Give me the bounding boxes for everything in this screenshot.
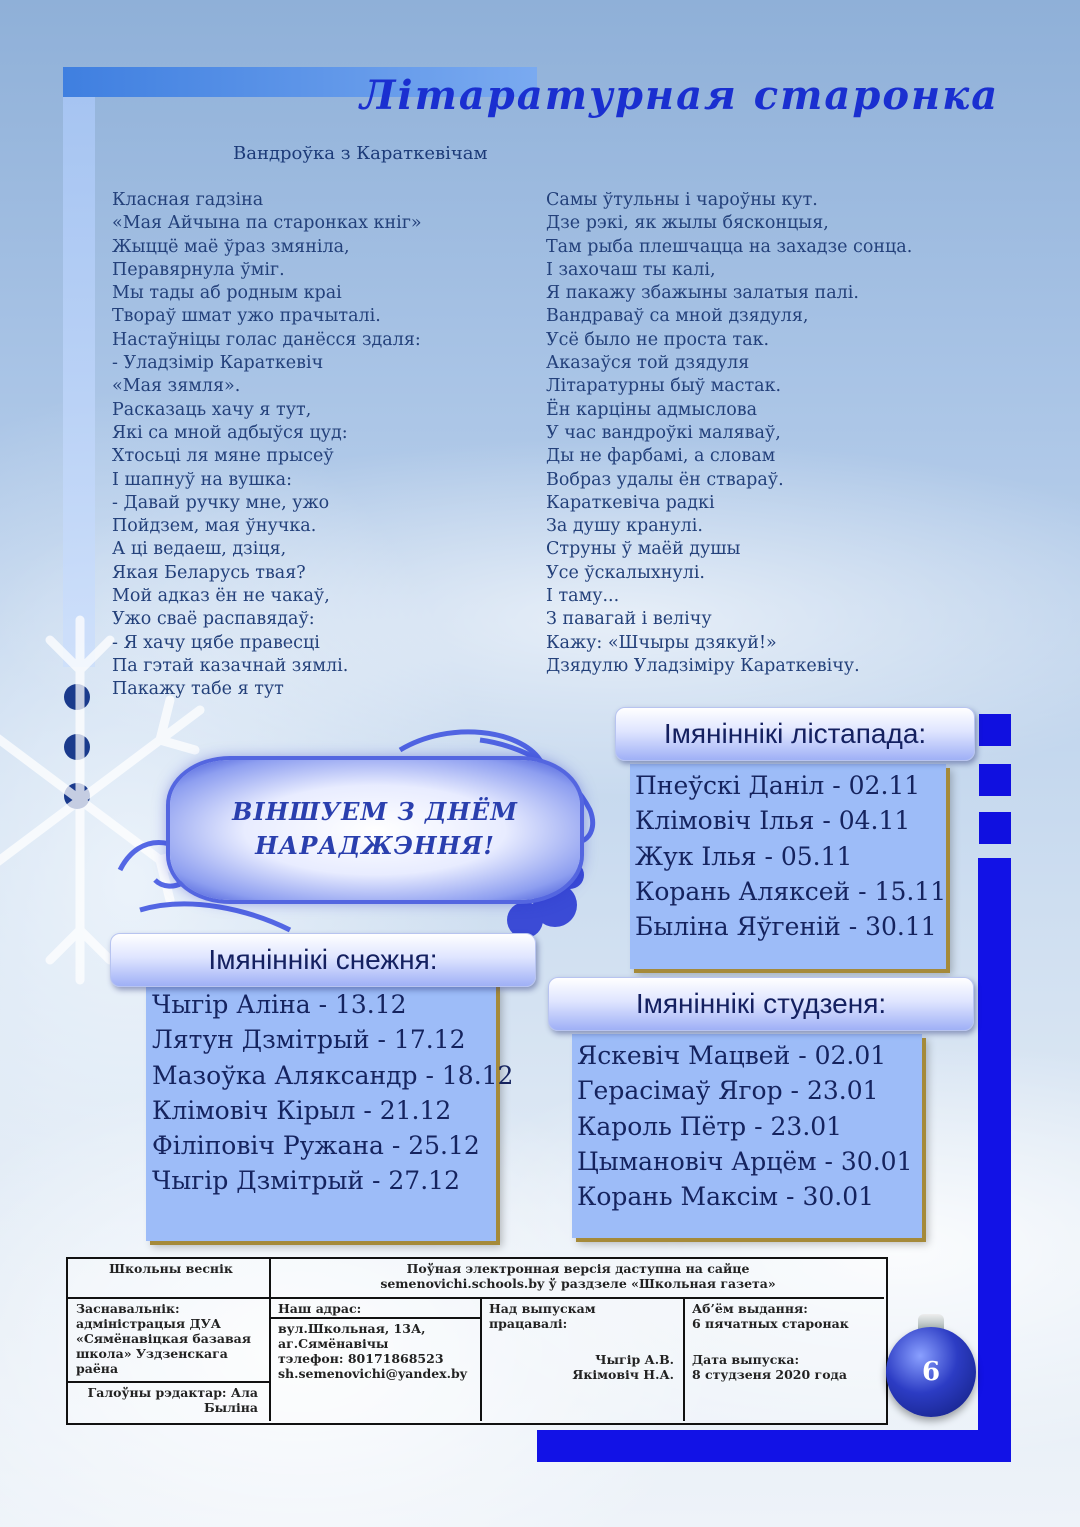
poem-line: У час вандроўкі маляваў, <box>546 422 781 443</box>
list-item: Корань Аляксей - 15.11 <box>635 876 947 906</box>
list-item: Корань Максім - 30.01 <box>577 1182 875 1212</box>
volume-cell <box>692 1301 882 1331</box>
poem-line: Настаўніцы голас данёсся здаля: <box>112 329 421 350</box>
decor-square <box>979 812 1011 844</box>
january-birthdays-list <box>572 1034 922 1238</box>
greeting-text <box>170 795 580 863</box>
poem-line: Расказаць хачу я тут, <box>112 399 312 420</box>
poem-line: Караткевіча радкі <box>546 492 715 513</box>
list-item: Клімовіч Ілья - 04.11 <box>635 806 911 836</box>
list-item: Герасімаў Ягор - 23.01 <box>577 1076 879 1106</box>
list-item: Лятун Дзмітрый - 17.12 <box>152 1025 466 1055</box>
poem-line: Кажу: «Шчыры дзякуй!» <box>546 632 777 653</box>
poem-line: Вандраваў са мной дзядуля, <box>546 306 809 327</box>
list-item: Кароль Пётр - 23.01 <box>577 1111 843 1141</box>
poem-line: Усё было не проста так. <box>546 329 770 350</box>
poem-line: Ужо сваё распавядаў: <box>112 609 315 630</box>
list-item: Быліна Яўгеній - 30.11 <box>635 912 937 942</box>
list-item: Цымановіч Арцём - 30.01 <box>577 1146 913 1176</box>
greeting-banner <box>100 720 610 950</box>
greeting-line: НАРАДЖЭННЯ! <box>255 831 495 860</box>
poem-line: Па гэтай казачнай зямлі. <box>112 655 349 676</box>
poem-line: «Мая зямля». <box>112 376 241 397</box>
list-item: Мазоўка Аляксандр - 18.12 <box>152 1060 514 1090</box>
poem-line: - Уладзімір Караткевіч <box>112 353 324 374</box>
poem-line: Я пакажу збажыны залатыя палі. <box>546 283 859 304</box>
poem-line: Літаратурны быў мастак. <box>546 376 782 397</box>
poem-line: Пакажу табе я тут <box>112 679 284 700</box>
staff-label: Над выпускам працавалі: <box>489 1301 596 1331</box>
poem-line: За душу кранулі. <box>546 516 703 537</box>
poem-line: Мой адказ ён не чакаў, <box>112 586 330 607</box>
founder-text: адміністрацыя ДУА «Сямёнавіцкая базавая школа» Уздзенскага раёна <box>76 1316 251 1376</box>
poem-line: - Я хачу цябе правесці <box>112 632 320 653</box>
volume-label: Аб’ём выдання: <box>692 1301 808 1316</box>
poem-right-column <box>546 189 912 678</box>
decor-square <box>979 764 1011 796</box>
site-line: Поўная электронная версія даступна на сайце <box>406 1261 750 1276</box>
bottom-frame-bar <box>537 1430 1011 1462</box>
poem-line: Перавярнула ўміг. <box>112 259 285 280</box>
poem-line: З павагай і велічу <box>546 609 712 630</box>
poem-line: Ён карціны адмыслова <box>546 399 758 420</box>
poem-line: І таму... <box>546 586 620 607</box>
paper-name: Школьны веснік <box>109 1261 233 1276</box>
site-note <box>278 1261 878 1291</box>
email-text: sh.semenovichi@yandex.by <box>278 1366 467 1381</box>
date-cell <box>692 1352 882 1382</box>
poem-line: І шапнуў на вушка: <box>112 469 293 490</box>
list-item: Жук Ілья - 05.11 <box>635 841 853 871</box>
address-label: Наш адрас: <box>278 1301 362 1316</box>
volume-text: 6 пячатных старонак <box>692 1316 849 1331</box>
december-birthdays-list <box>146 983 514 1241</box>
poem-line: Ды не фарбамі, а словам <box>546 446 776 467</box>
list-item: Філіповіч Ружана - 25.12 <box>152 1131 480 1161</box>
date-text: 8 студзеня 2020 года <box>692 1367 847 1382</box>
right-frame-bar <box>978 858 1011 1462</box>
november-birthdays-list <box>630 764 946 969</box>
date-label: Дата выпуска: <box>692 1352 800 1367</box>
poem-line: Хтосьці ля мяне прысеў <box>112 446 334 467</box>
january-heading: Імяніннікі студзеня: <box>548 977 974 1031</box>
publication-info-table <box>66 1257 888 1425</box>
poem-line: І захочаш ты калі, <box>546 259 716 280</box>
poem-line: - Давай ручку мне, ужо <box>112 492 330 513</box>
poem-line: Класная гадзіна <box>112 190 264 210</box>
list-item: Чыгір Аліна - 13.12 <box>152 990 407 1019</box>
staff-name: Якімовіч Н.А. <box>572 1367 674 1382</box>
poem-line: Жыццё маё ўраз змяніла, <box>112 236 350 257</box>
poem-line: Твораў шмат ужо прачыталі. <box>112 306 381 327</box>
poem-left-column <box>112 189 422 702</box>
editor-text: Галоўны рэдактар: Ала Быліна <box>87 1385 258 1415</box>
poem-line: Вобраз удалы ён ствараў. <box>546 469 784 490</box>
poem-line: Пойдзем, мая ўнучка. <box>112 516 317 537</box>
poem-line: Усе ўскалыхнулі. <box>546 562 705 583</box>
poem-line: Якая Беларусь твая? <box>112 562 306 583</box>
staff-name: Чыгір А.В. <box>595 1352 674 1367</box>
poem-line: А ці ведаеш, дзіця, <box>112 539 287 560</box>
poem-line: Дзядулю Уладзіміру Караткевічу. <box>546 655 860 676</box>
poem-line: Аказаўся той дзядуля <box>546 353 750 374</box>
address-cell <box>278 1321 478 1381</box>
founder-cell <box>76 1301 266 1376</box>
greeting-line: ВІНШУЕМ З ДНЁМ <box>232 797 518 826</box>
poem-line: Там рыба плешчацца на захадзе сонца. <box>546 236 913 257</box>
poem-line: Які са мной адбыўся цуд: <box>112 422 348 443</box>
list-item: Клімовіч Кірыл - 21.12 <box>152 1095 452 1125</box>
page-number: 6 <box>886 1327 976 1417</box>
staff-names <box>489 1352 674 1382</box>
list-item: Пнеўскі Даніл - 02.11 <box>635 771 921 800</box>
poem-line: «Мая Айчына па старонках кніг» <box>112 213 422 234</box>
november-heading: Імяніннікі лістапада: <box>615 707 975 761</box>
poem-line: Дзе рэкі, як жылы бясконцыя, <box>546 213 829 234</box>
poem-line: Самы ўтульны і чароўны кут. <box>546 190 818 210</box>
decor-square <box>979 714 1011 746</box>
site-line: semenovichi.schools.by ў раздзеле «Школьная газета» <box>380 1276 776 1291</box>
december-heading: Імяніннікі снежня: <box>110 933 536 987</box>
poem-title: Вандроўка з Караткевічам <box>233 143 488 164</box>
founder-label: Заснавальнік: <box>76 1301 180 1316</box>
poem-line: Струны ў маёй душы <box>546 539 741 560</box>
phone-text: тэлефон: 80171868523 <box>278 1351 444 1366</box>
list-item: Чыгір Дзмітрый - 27.12 <box>152 1166 460 1196</box>
page-title: Літаратурная старонка <box>360 72 1000 119</box>
address-text: вул.Школьная, 13А, аг.Сямёнавічы <box>278 1321 426 1351</box>
list-item: Яскевіч Мацвей - 02.01 <box>577 1041 887 1070</box>
poem-line: Мы тады аб родным краі <box>112 283 342 304</box>
